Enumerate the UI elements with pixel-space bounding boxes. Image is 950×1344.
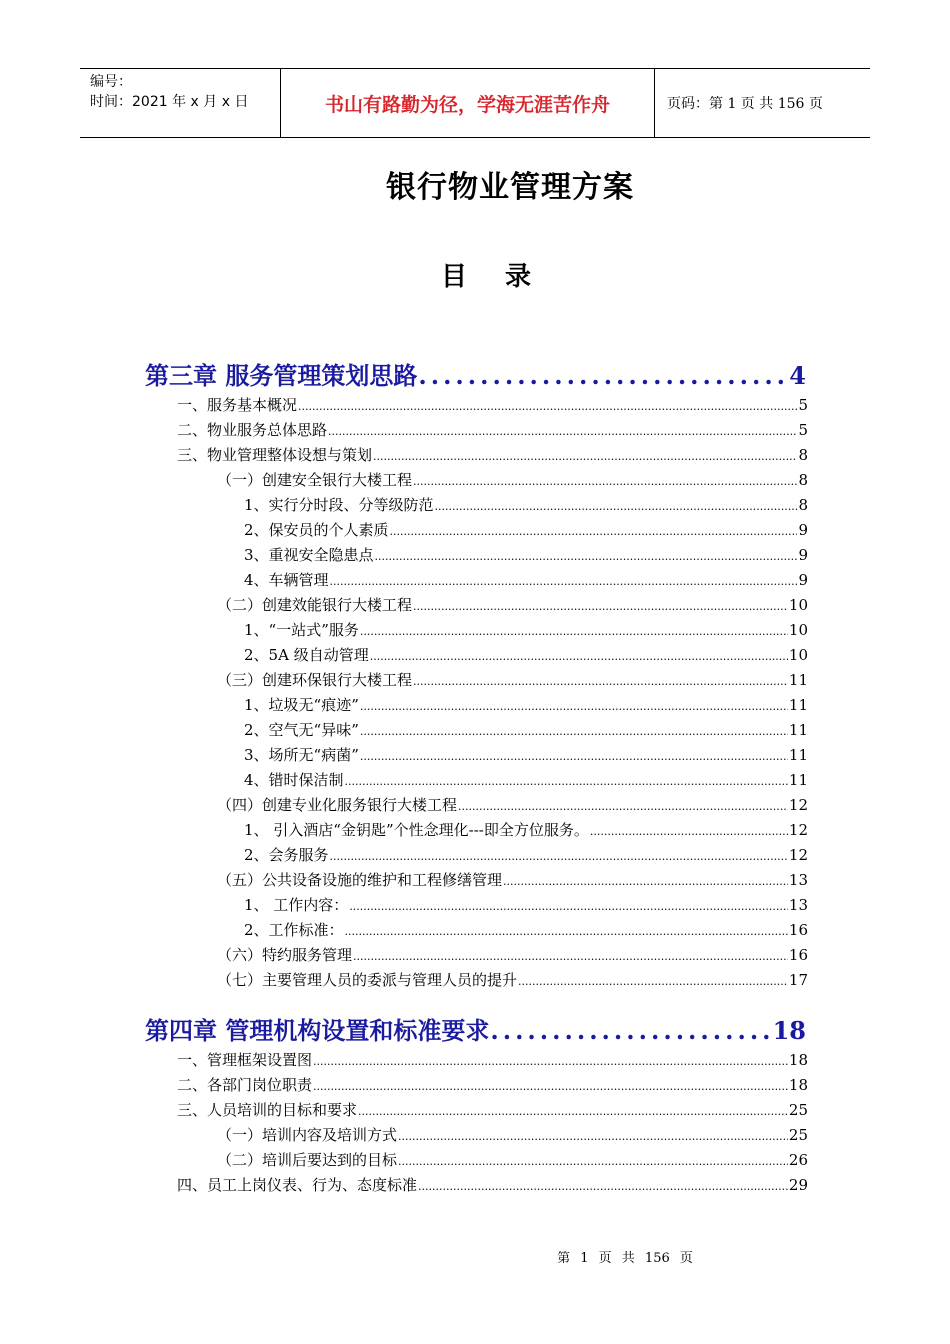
toc-page-number: 25 (788, 1101, 808, 1119)
toc-page-number: 9 (798, 521, 808, 539)
toc-leader-dots (413, 600, 788, 613)
toc-leader-dots (360, 750, 788, 763)
toc-entry-label: 4、错时保洁制 (244, 771, 344, 789)
toc-entry-label: 第三章 服务管理策划思路 (145, 361, 418, 390)
toc-entry[interactable] (244, 919, 808, 941)
toc-leader-dots (413, 475, 797, 488)
header-number: 编号： (90, 74, 132, 90)
toc-entry[interactable] (177, 1074, 808, 1096)
toc-page-number: 16 (788, 921, 808, 939)
toc-entry-label: 二、各部门岗位职责 (177, 1076, 313, 1094)
toc-page-number: 13 (788, 896, 808, 914)
header-meta (80, 69, 281, 137)
toc-entry-label: 三、人员培训的目标和要求 (177, 1101, 358, 1119)
toc-leader-dots (313, 1055, 788, 1068)
toc-leader-dots (370, 650, 788, 663)
toc-page-number: 29 (788, 1176, 808, 1194)
toc-entry[interactable] (244, 894, 808, 916)
toc-leader-dots (330, 575, 798, 588)
toc-leader-dots (298, 400, 797, 413)
toc-page-number: 17 (788, 971, 808, 989)
toc-chapter[interactable] (145, 356, 806, 390)
toc-leader-dots (418, 1180, 788, 1193)
toc-leader-dots (390, 525, 798, 538)
header-time: 时间：2021 年 x 月 x 日 (90, 94, 249, 110)
toc-entry-label: 2、会务服务 (244, 846, 329, 864)
toc-entry[interactable] (244, 694, 808, 716)
toc-page-number: 26 (788, 1151, 808, 1169)
toc-entry[interactable] (217, 869, 808, 891)
toc-leader-dots (328, 425, 797, 438)
toc-page-number: 9 (798, 546, 808, 564)
toc-leader-dots (345, 775, 788, 788)
toc-entry[interactable] (244, 494, 808, 516)
toc-page-number: 8 (798, 496, 808, 514)
toc-entry[interactable] (217, 969, 808, 991)
page-header (80, 68, 870, 138)
toc-entry[interactable] (177, 419, 808, 441)
toc-title: 目录 (440, 262, 569, 292)
toc-leader-dots (375, 550, 798, 563)
toc-entry-label: 1、“一站式”服务 (244, 621, 359, 639)
toc-page-number: 25 (788, 1126, 808, 1144)
toc-entry-label: 1、 引入酒店“金钥匙”个性念理化---即全方位服务。 (244, 821, 589, 839)
toc-leader-dots (360, 700, 788, 713)
toc-entry-label: 1、实行分时段、分等级防范 (244, 496, 434, 514)
toc-entry[interactable] (177, 444, 808, 466)
toc-entry-label: 一、服务基本概况 (177, 396, 298, 414)
toc-entry[interactable] (217, 1149, 808, 1171)
toc-entry[interactable] (244, 644, 808, 666)
header-motto: 书山有路勤为径，学海无涯苦作舟 (281, 69, 655, 137)
toc-leader-dots (490, 1016, 771, 1045)
toc-entry-label: 2、保安员的个人素质 (244, 521, 389, 539)
toc-leader-dots (418, 361, 788, 390)
toc-page-number: 18 (772, 1016, 806, 1045)
toc-entry[interactable] (244, 544, 808, 566)
toc-entry[interactable] (244, 719, 808, 741)
toc-leader-dots (413, 675, 788, 688)
toc-entry[interactable] (177, 1099, 808, 1121)
toc-entry-label: （二）创建效能银行大楼工程 (217, 596, 413, 614)
toc-entry-label: 1、垃圾无“痕迹” (244, 696, 359, 714)
toc-leader-dots (435, 500, 798, 513)
toc-page-number: 10 (788, 596, 808, 614)
toc-entry[interactable] (217, 469, 808, 491)
toc-entry[interactable] (217, 794, 808, 816)
toc-entry[interactable] (244, 819, 808, 841)
toc-page-number: 12 (788, 846, 808, 864)
toc-leader-dots (360, 725, 788, 738)
toc-leader-dots (330, 850, 788, 863)
toc-page-number: 11 (788, 721, 808, 739)
toc-entry-label: （二）培训后要达到的目标 (217, 1151, 398, 1169)
toc-entry[interactable] (217, 944, 808, 966)
toc-entry[interactable] (244, 744, 808, 766)
toc-leader-dots (345, 925, 788, 938)
toc-page-number: 11 (788, 696, 808, 714)
toc-leader-dots (518, 975, 788, 988)
toc-chapter[interactable] (145, 1011, 806, 1045)
toc-entry-label: （五）公共设备设施的维护和工程修缮管理 (217, 871, 503, 889)
toc-entry-label: 3、重视安全隐患点 (244, 546, 374, 564)
toc-leader-dots (398, 1155, 788, 1168)
toc-page-number: 11 (788, 771, 808, 789)
toc-leader-dots (358, 1105, 788, 1118)
toc-entry[interactable] (244, 619, 808, 641)
toc-leader-dots (590, 825, 788, 838)
toc-entry[interactable] (177, 1174, 808, 1196)
toc-entry-label: 1、 工作内容： (244, 896, 349, 914)
toc-entry[interactable] (244, 519, 808, 541)
toc-page-number: 11 (788, 746, 808, 764)
toc-leader-dots (503, 875, 788, 888)
toc-page-number: 11 (788, 671, 808, 689)
toc-entry[interactable] (217, 669, 808, 691)
toc-entry-label: （六）特约服务管理 (217, 946, 353, 964)
header-page-info: 页码：第 1 页 共 156 页 (667, 96, 823, 112)
toc-page-number: 10 (788, 621, 808, 639)
toc-entry-label: 2、工作标准： (244, 921, 344, 939)
toc-page-number: 9 (798, 571, 808, 589)
toc-page-number: 8 (798, 446, 808, 464)
toc-entry-label: （一）培训内容及培训方式 (217, 1126, 398, 1144)
toc-entry-label: （三）创建环保银行大楼工程 (217, 671, 413, 689)
toc-leader-dots (313, 1080, 788, 1093)
toc-entry-label: （四）创建专业化服务银行大楼工程 (217, 796, 458, 814)
toc-page-number: 13 (788, 871, 808, 889)
toc-entry[interactable] (217, 1124, 808, 1146)
toc-entry[interactable] (244, 844, 808, 866)
toc-leader-dots (360, 625, 788, 638)
toc-page-number: 5 (798, 421, 808, 439)
page-footer: 第 1 页 共 156 页 (557, 1251, 693, 1266)
toc-page-number: 18 (788, 1076, 808, 1094)
toc-page-number: 12 (788, 796, 808, 814)
toc-entry[interactable] (217, 594, 808, 616)
toc-leader-dots (458, 800, 788, 813)
document-title: 银行物业管理方案 (386, 170, 634, 205)
toc-leader-dots (349, 900, 788, 913)
toc-page-number: 12 (788, 821, 808, 839)
toc-leader-dots (398, 1130, 788, 1143)
toc-entry-label: （七）主要管理人员的委派与管理人员的提升 (217, 971, 518, 989)
toc-entry-label: 四、员工上岗仪表、行为、态度标准 (177, 1176, 418, 1194)
toc-page-number: 18 (788, 1051, 808, 1069)
toc-entry-label: 二、物业服务总体思路 (177, 421, 328, 439)
toc-leader-dots (353, 950, 788, 963)
toc-entry[interactable] (244, 769, 808, 791)
toc-entry[interactable] (244, 569, 808, 591)
toc-page-number: 4 (789, 361, 806, 390)
toc-entry[interactable] (177, 1049, 808, 1071)
toc-entry-label: （一）创建安全银行大楼工程 (217, 471, 413, 489)
toc-page-number: 5 (798, 396, 808, 414)
toc-entry-label: 4、车辆管理 (244, 571, 329, 589)
toc-entry-label: 三、物业管理整体设想与策划 (177, 446, 373, 464)
toc-leader-dots (373, 450, 797, 463)
toc-page-number: 8 (798, 471, 808, 489)
toc-entry[interactable] (177, 394, 808, 416)
toc-entry-label: 2、5A 级自动管理 (244, 646, 369, 664)
toc-entry-label: 第四章 管理机构设置和标准要求 (145, 1016, 490, 1045)
toc-page-number: 16 (788, 946, 808, 964)
toc-entry-label: 一、管理框架设置图 (177, 1051, 313, 1069)
toc-entry-label: 2、空气无“异味” (244, 721, 359, 739)
toc-page-number: 10 (788, 646, 808, 664)
toc-entry-label: 3、场所无“病菌” (244, 746, 359, 764)
